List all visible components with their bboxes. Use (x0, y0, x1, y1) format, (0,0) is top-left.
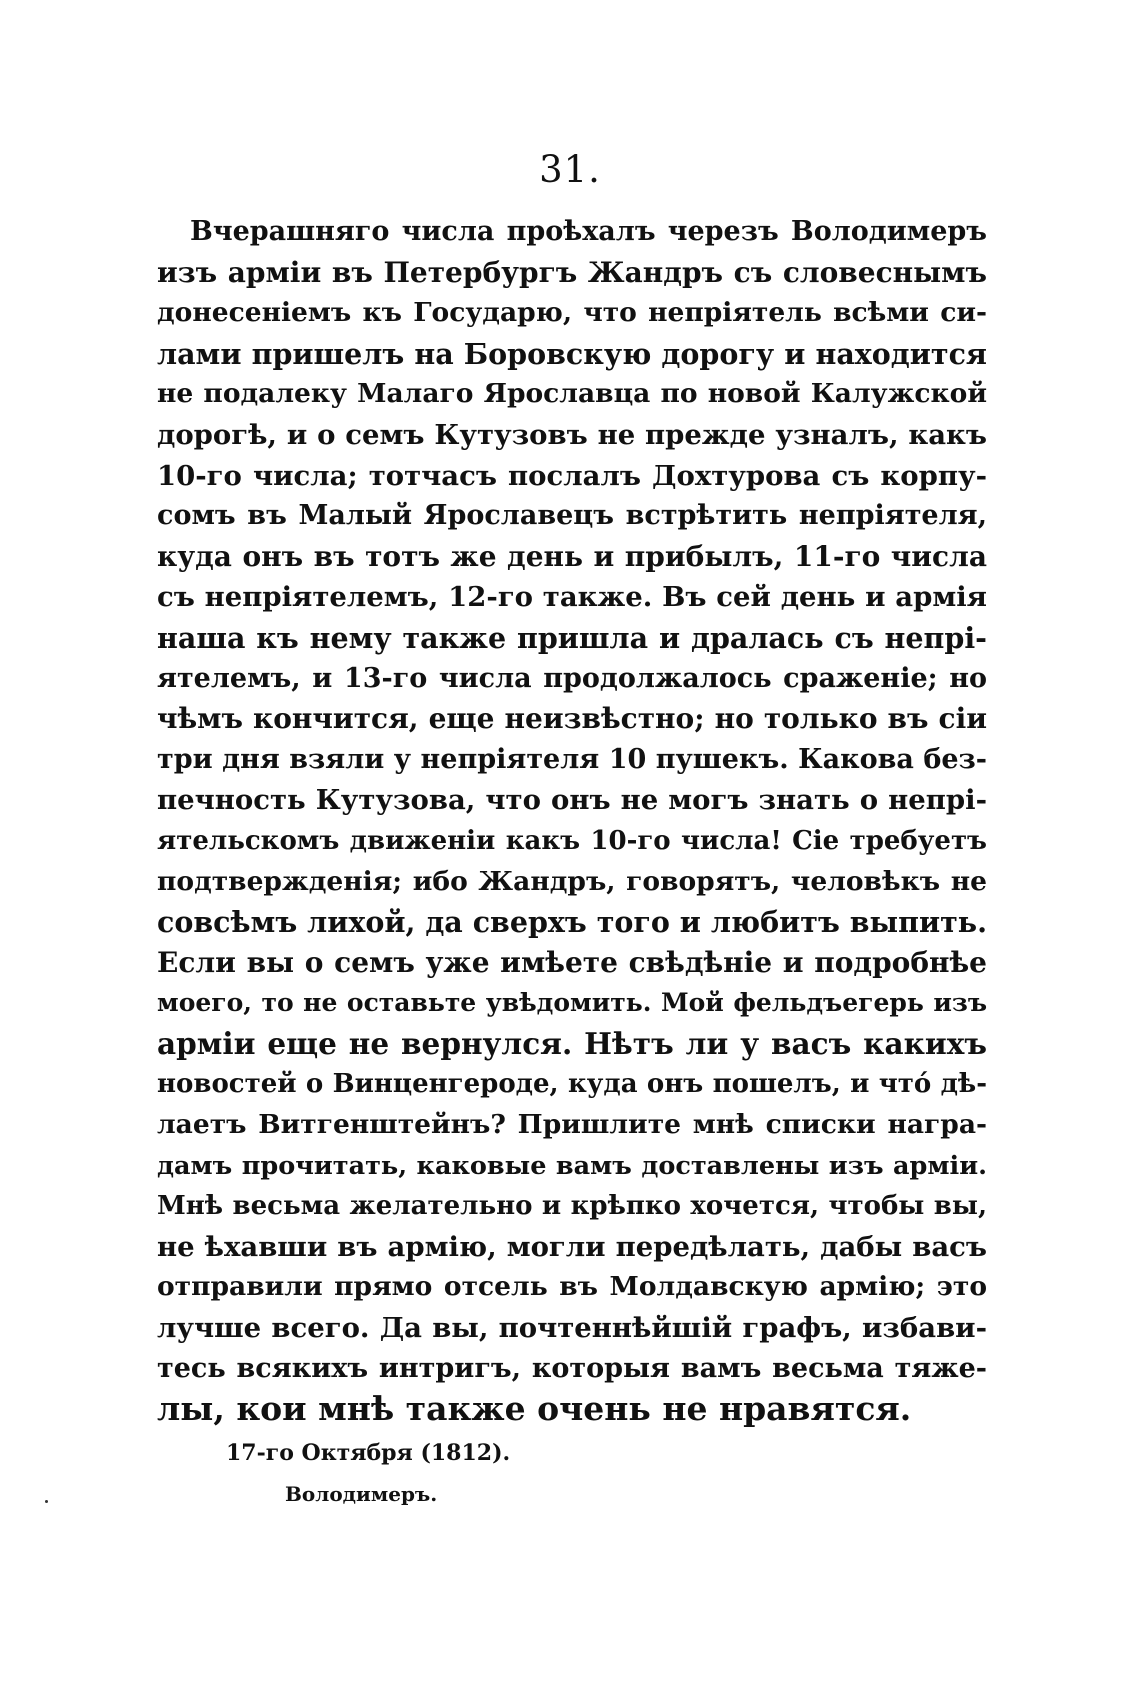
page-number: 31. (539, 148, 601, 191)
signature-place: Володимеръ. (285, 1482, 438, 1506)
text-line: 10-го числа; тотчасъ послалъ Дохтурова съ корпу- (157, 459, 987, 492)
text-line: не ѣхавши въ армію, могли передѣлать, дабы васъ (157, 1230, 987, 1263)
text-line: Вчерашняго числа проѣхалъ черезъ Володимеръ (190, 216, 987, 247)
text-line: чѣмъ кончится, еще неизвѣстно; но только въ сіи (157, 702, 987, 736)
text-line: лучше всего. Да вы, почтеннѣйшій графъ, избави- (157, 1312, 987, 1345)
text-line: совсѣмъ лихой, да сверхъ того и любитъ выпить. (157, 905, 988, 940)
text-line: ятельскомъ движеніи какъ 10-го числа! Сіе требуетъ (157, 825, 987, 856)
text-line: сомъ въ Малый Ярославецъ встрѣтить непріятеля, (157, 500, 987, 532)
text-line: съ непріятелемъ, 12-го также. Въ сей день и армія (157, 581, 987, 614)
text-line: куда онъ въ тотъ же день и прибылъ, 11-го числа (157, 539, 987, 573)
text-line: подтвержденія; ибо Жандръ, говорятъ, человѣкъ не (157, 865, 987, 897)
text-line: ятелемъ, и 13-го числа продолжалось сраженіе; но (157, 662, 987, 694)
text-line: не подалеку Малаго Ярославца по новой Калужской (157, 378, 987, 410)
text-line: донесеніемъ къ Государю, что непріятель всѣми си- (157, 297, 987, 329)
text-line: лами пришелъ на Боровскую дорогу и находится (157, 336, 987, 371)
text-line: изъ арміи въ Петербургъ Жандръ съ словеснымъ (157, 255, 987, 289)
signature-date: 17-го Октября (1812). (226, 1440, 511, 1466)
text-line: арміи еще не вернулся. Нѣтъ ли у васъ какихъ (157, 1025, 987, 1061)
text-line: дамъ прочитать, каковые вамъ доставлены изъ арміи. (157, 1150, 987, 1181)
text-line: наша къ нему также пришла и дралась съ непрі- (157, 620, 987, 655)
letter-body (157, 212, 987, 1430)
text-line: тесь всякихъ интригъ, которыя вамъ весьма тяже- (157, 1352, 987, 1384)
text-line: дорогѣ, и о семъ Кутузовъ не прежде узналъ, какъ (157, 418, 987, 451)
text-line: лаетъ Витгенштейнъ? Пришлите мнѣ списки награ- (157, 1109, 987, 1141)
text-line: Мнѣ весьма желательно и крѣпко хочется, чтобы вы, (157, 1191, 987, 1222)
text-line: отправили прямо отсель въ Молдавскую армію; это (157, 1271, 987, 1303)
text-line: лы, кои мнѣ также очень не нравятся. (157, 1389, 912, 1429)
paper-speck (45, 1500, 48, 1503)
text-line: Если вы о семъ уже имѣете свѣдѣніе и подробнѣе (157, 945, 987, 979)
text-line: новостей о Винценгероде, куда онъ пошелъ, и что́ дѣ- (157, 1069, 987, 1100)
text-line: печность Кутузова, что онъ не могъ знать о непрі- (157, 784, 987, 817)
text-line: моего, то не оставьте увѣдомить. Мой фельдъегерь изъ (157, 988, 987, 1018)
text-line: три дня взяли у непріятеля 10 пушекъ. Какова без- (157, 743, 987, 775)
